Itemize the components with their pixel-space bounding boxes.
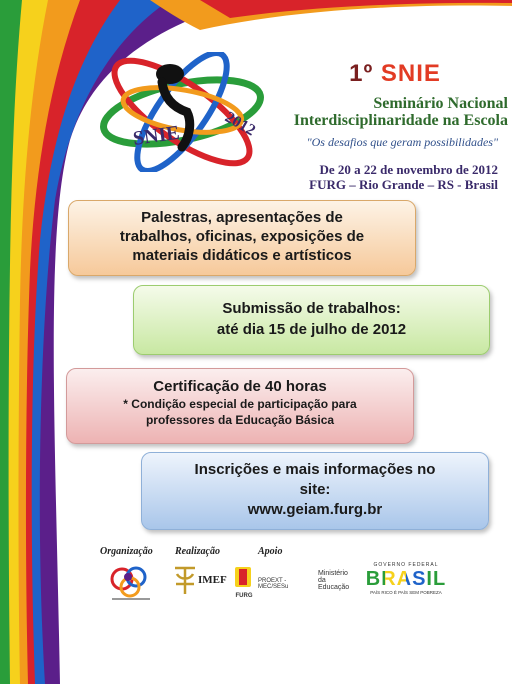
apoio-label: Apoio bbox=[258, 546, 283, 557]
event-acronym: SNIE bbox=[380, 60, 441, 87]
certification-line2: * Condição especial de participação para bbox=[123, 397, 357, 411]
certification-line1: Certificação de 40 horas bbox=[153, 378, 327, 395]
logo-snie-text: SNIE bbox=[131, 121, 181, 150]
proext-text: PROEXT - MEC/SESu bbox=[258, 578, 289, 590]
event-title bbox=[310, 60, 480, 88]
activities-line1: Palestras, apresentações de bbox=[141, 209, 343, 226]
geiam-logo bbox=[108, 563, 154, 603]
furg-logo bbox=[233, 565, 255, 599]
furg-text: FURG bbox=[235, 593, 253, 599]
event-subtitle bbox=[268, 95, 508, 129]
subtitle-line1: Seminário Nacional bbox=[373, 95, 508, 112]
subtitle-line2: Interdisciplinaridade na Escola bbox=[293, 112, 508, 129]
submission-box bbox=[133, 285, 490, 355]
brasil-slogan: PAÍS RICO É PAÍS SEM POBREZA bbox=[370, 590, 442, 595]
event-location: FURG – Rio Grande – RS - Brasil bbox=[309, 177, 498, 192]
event-tagline: "Os desafios que geram possibilidades" bbox=[306, 135, 498, 149]
info-line2: site: bbox=[299, 481, 331, 498]
event-dates: De 20 a 22 de novembro de 2012 bbox=[319, 162, 498, 177]
certification-box bbox=[66, 368, 414, 444]
imef-logo bbox=[172, 566, 228, 596]
activities-line3: materiais didáticos e artísticos bbox=[132, 247, 352, 264]
event-dates-location bbox=[220, 162, 498, 192]
gov-federal-text: GOVERNO FEDERAL bbox=[373, 562, 439, 568]
ministerio-line2: Educação bbox=[318, 584, 350, 591]
imef-text: IMEF bbox=[198, 574, 227, 586]
info-line1: Inscrições e mais informações no bbox=[194, 461, 436, 478]
edition-number: 1º bbox=[349, 60, 374, 87]
realizacao-label: Realização bbox=[175, 546, 220, 557]
imef-emblem-icon bbox=[172, 566, 198, 596]
ministerio-educacao-logo bbox=[318, 570, 356, 591]
furg-emblem-icon bbox=[233, 565, 253, 589]
organizacao-label: Organização bbox=[100, 546, 153, 557]
ministerio-line1: Ministério da bbox=[318, 570, 348, 584]
brasil-text: BRASIL bbox=[365, 568, 447, 590]
info-website-link[interactable]: www.geiam.furg.br bbox=[247, 501, 383, 518]
activities-line2: trabalhos, oficinas, exposições de bbox=[119, 228, 365, 245]
certification-line3: professores da Educação Básica bbox=[145, 413, 335, 427]
snie-logo bbox=[92, 52, 282, 172]
submission-line2: até dia 15 de julho de 2012 bbox=[216, 321, 407, 338]
brasil-governo-logo bbox=[364, 562, 448, 602]
activities-box bbox=[68, 200, 416, 276]
submission-line1: Submissão de trabalhos: bbox=[222, 300, 401, 317]
logo-year-text: 2012 bbox=[222, 108, 259, 140]
info-box bbox=[141, 452, 489, 530]
